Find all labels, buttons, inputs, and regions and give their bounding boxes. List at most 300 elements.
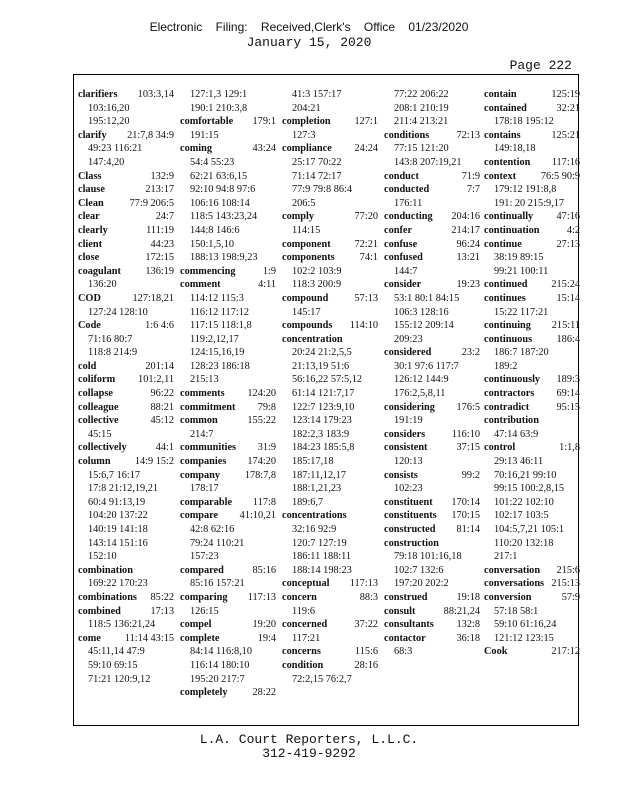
- index-ref: 204:21: [292, 102, 321, 114]
- index-ref: 208:1 210:19: [394, 102, 449, 114]
- index-line: [384, 537, 480, 551]
- index-column: [484, 88, 580, 659]
- index-line: [384, 224, 480, 238]
- index-ref: 81:14: [456, 524, 480, 535]
- index-ref: 128:23 186:18: [190, 360, 250, 372]
- index-line: [384, 401, 480, 415]
- index-headword: consider: [384, 279, 422, 291]
- index-ref: 190:1 210:3,8: [190, 102, 248, 114]
- index-line: [384, 523, 480, 537]
- index-ref: 62:21 63:6,15: [190, 170, 248, 182]
- index-ref: 126:12 144:9: [394, 374, 449, 386]
- index-headword: conversations: [484, 578, 545, 590]
- index-entry: [78, 401, 174, 415]
- index-ref: 57:13: [354, 292, 378, 304]
- index-headword: consists: [384, 469, 418, 481]
- index-ref: 215:6: [556, 564, 580, 576]
- index-entry: [384, 401, 480, 428]
- index-ref: 99:21 100:11: [494, 265, 549, 277]
- index-ref: 215:13: [551, 578, 580, 590]
- index-ref: 88:3: [359, 591, 378, 603]
- index-entry: [484, 210, 580, 224]
- index-headword: Cook: [484, 646, 508, 658]
- index-line: [78, 88, 174, 102]
- index-ref: 59:10 69:15: [88, 659, 138, 671]
- index-ref: 79:18 101:16,18: [394, 551, 462, 563]
- index-headword: constituents: [384, 510, 437, 522]
- index-entry: [180, 441, 276, 455]
- index-line: [78, 455, 174, 469]
- index-ref: 172:15: [145, 252, 174, 264]
- index-ref: 21:13,19 51:6: [292, 360, 350, 372]
- index-ref: 32:16 92:9: [292, 524, 337, 535]
- index-line: [384, 428, 480, 442]
- index-ref: 117:21: [292, 632, 321, 644]
- index-line: [282, 115, 378, 129]
- index-ref: 116:12 117:12: [190, 306, 250, 318]
- index-line: [180, 564, 276, 578]
- index-ref: 150:1,5,10: [190, 238, 235, 250]
- index-ref: 21:7,8 34:9: [127, 129, 174, 141]
- index-entry: [384, 441, 480, 468]
- index-ref: 206:5: [292, 197, 316, 209]
- index-entry: [78, 564, 174, 591]
- index-line: [384, 251, 480, 265]
- index-ref: 147:4,20: [88, 156, 125, 168]
- index-headword: contention: [484, 156, 531, 168]
- index-ref: 77:9 206:5: [129, 197, 174, 209]
- index-headword: conditions: [384, 129, 430, 141]
- index-ref: 68:3: [394, 646, 413, 658]
- index-entry: [484, 278, 580, 292]
- index-headword: client: [78, 238, 103, 250]
- index-headword: concentration: [282, 333, 343, 345]
- index-headword: clarify: [78, 129, 107, 141]
- index-headword: close: [78, 252, 100, 264]
- index-headword: continues: [484, 292, 526, 304]
- index-headword: Clean: [78, 197, 104, 209]
- index-entry: [180, 278, 276, 387]
- index-line: [180, 591, 276, 605]
- index-headword: compound: [282, 292, 329, 304]
- index-ref: 103:16,20: [88, 102, 130, 114]
- index-ref: 191:19: [394, 415, 423, 427]
- index-entry: [282, 238, 378, 252]
- index-line: [484, 441, 580, 455]
- index-headword: consultants: [384, 619, 434, 631]
- index-headword: control: [484, 442, 516, 454]
- index-ref: 127:24 128:10: [88, 306, 148, 318]
- index-line: [384, 238, 480, 252]
- index-line: [484, 373, 580, 387]
- index-ref: 45:15: [88, 428, 112, 440]
- index-ref: 143:8 207:19,21: [394, 156, 462, 168]
- index-ref: 30:1 97:6 117:7: [394, 360, 459, 372]
- index-entry-continuation: [282, 88, 378, 115]
- index-entry: [384, 632, 480, 659]
- index-entry: [384, 278, 480, 346]
- index-ref: 195:20 217:7: [190, 673, 245, 685]
- index-line: [282, 645, 378, 659]
- index-ref: 4:11: [258, 279, 276, 291]
- index-ref: 115:6: [354, 646, 378, 658]
- index-entry: [384, 238, 480, 252]
- index-line: [282, 142, 378, 156]
- index-ref: 188:13 198:9,23: [190, 252, 258, 264]
- index-ref: 152:10: [88, 551, 117, 563]
- index-ref: 197:20 202:2: [394, 578, 449, 590]
- index-ref: 184:23 185:5,8: [292, 442, 355, 454]
- index-headword: combinations: [78, 591, 137, 603]
- index-line: [180, 455, 276, 469]
- index-entry: [78, 414, 174, 441]
- index-headword: commencing: [180, 265, 236, 277]
- index-headword: continuation: [484, 224, 540, 236]
- index-ref: 191: 20 215:9,17: [494, 197, 565, 209]
- filing-line: Electronic Filing: Received,Clerk's Office 01/23/2020: [149, 20, 469, 34]
- index-headword: concerns: [282, 646, 321, 658]
- index-headword: confer: [384, 224, 413, 236]
- index-headword: conversion: [484, 591, 532, 603]
- index-ref: 4:2: [566, 224, 580, 236]
- index-entry: [384, 605, 480, 619]
- index-ref: 99:2: [461, 469, 480, 481]
- index-ref: 114:10: [349, 320, 378, 332]
- index-ref: 117:8: [252, 496, 276, 508]
- index-ref: 102:7 132:6: [394, 564, 444, 576]
- index-ref: 1:1,8: [559, 442, 580, 454]
- index-entry: [180, 142, 276, 264]
- index-entry: [484, 414, 580, 441]
- index-headword: continued: [484, 279, 528, 291]
- index-entry: [282, 591, 378, 618]
- index-entry: [384, 346, 480, 400]
- index-line: [180, 509, 276, 523]
- index-entry: [180, 591, 276, 618]
- index-line: [484, 319, 580, 333]
- index-ref: 88:21,24: [443, 605, 480, 617]
- index-line: [180, 414, 276, 428]
- index-headword: collective: [78, 415, 119, 427]
- index-ref: 31:9: [257, 442, 276, 454]
- footer: [0, 733, 618, 761]
- index-ref: 38:19 89:15: [494, 252, 544, 264]
- index-ref: 176:5: [456, 401, 480, 413]
- index-ref: 17:8 21:12,19,21: [88, 483, 159, 495]
- index-line: [384, 591, 480, 605]
- index-ref: 47:14 63:9: [494, 428, 539, 440]
- filing-stamp: [0, 20, 618, 50]
- index-headword: continuously: [484, 374, 541, 386]
- index-line: [282, 333, 378, 347]
- index-ref: 37:15: [456, 442, 480, 454]
- index-ref: 41:3 157:17: [292, 89, 342, 100]
- index-ref: 155:12 209:14: [394, 320, 454, 332]
- index-ref: 15:6,7 16:17: [88, 469, 141, 481]
- index-ref: 217:1: [494, 551, 518, 563]
- index-headword: clear: [78, 211, 100, 223]
- reporter-phone: 312-419-9292: [262, 746, 356, 761]
- index-ref: 19:20: [252, 619, 276, 631]
- index-line: [484, 401, 580, 415]
- index-headword: COD: [78, 292, 101, 304]
- index-ref: 42:8 62:16: [190, 524, 235, 535]
- index-ref: 85:16: [252, 564, 276, 576]
- index-entry-continuation: [180, 88, 276, 115]
- index-headword: comply: [282, 211, 315, 223]
- index-headword: continue: [484, 238, 522, 250]
- index-ref: 56:16,22 57:5,12: [292, 374, 363, 386]
- index-frame: [73, 74, 579, 726]
- index-entry: [384, 210, 480, 224]
- index-entry: [78, 292, 174, 319]
- index-headword: company: [180, 469, 221, 481]
- reporter-company: L.A. Court Reporters, L.L.C.: [199, 732, 419, 747]
- index-line: [78, 401, 174, 415]
- index-ref: 101:22 102:10: [494, 496, 554, 508]
- index-ref: 110:20 132:18: [494, 537, 554, 549]
- index-line: [282, 251, 378, 265]
- index-ref: 23:2: [461, 347, 480, 359]
- index-headword: concerned: [282, 619, 328, 631]
- index-ref: 103:3,14: [137, 89, 174, 100]
- index-entry: [282, 659, 378, 686]
- index-entry: [78, 238, 174, 252]
- index-ref: 118:5 143:23,24: [190, 211, 258, 223]
- index-headword: confuse: [384, 238, 418, 250]
- index-line: [282, 292, 378, 306]
- index-line: [180, 265, 276, 279]
- index-line: [180, 387, 276, 401]
- index-ref: 119:2,12,17: [190, 333, 239, 345]
- index-entry: [282, 319, 378, 333]
- index-headword: compliance: [282, 143, 332, 155]
- index-entry: [484, 373, 580, 387]
- index-headword: conceptual: [282, 578, 330, 590]
- index-headword: continuing: [484, 320, 531, 332]
- index-ref: 77:22 206:22: [394, 89, 449, 100]
- index-headword: completion: [282, 116, 331, 128]
- index-ref: 43:24: [252, 143, 276, 155]
- index-ref: 11:14 43:15: [124, 632, 174, 644]
- index-ref: 136:20: [88, 279, 117, 291]
- index-entry: [484, 129, 580, 156]
- index-ref: 96:24: [456, 238, 480, 250]
- index-entry: [180, 455, 276, 469]
- index-headword: compel: [180, 619, 212, 631]
- index-line: [282, 319, 378, 333]
- index-ref: 95:15: [556, 401, 580, 413]
- index-ref: 24:24: [354, 143, 378, 155]
- index-ref: 36:18: [456, 632, 480, 644]
- index-line: [78, 292, 174, 306]
- index-ref: 102:17 103:5: [494, 510, 549, 522]
- index-line: [484, 129, 580, 143]
- index-ref: 116:14 180:10: [190, 659, 250, 671]
- index-entry: [180, 469, 276, 496]
- index-ref: 13:21: [456, 252, 480, 264]
- index-headword: combination: [78, 564, 133, 576]
- index-headword: components: [282, 252, 335, 264]
- index-line: [78, 605, 174, 619]
- index-headword: clarifiers: [78, 89, 118, 100]
- index-ref: 144:7: [394, 265, 418, 277]
- index-entry: [78, 387, 174, 401]
- index-ref: 125:19: [551, 89, 580, 100]
- index-line: [180, 401, 276, 415]
- index-headword: component: [282, 238, 331, 250]
- index-ref: 182:2,3 183:9: [292, 428, 350, 440]
- index-ref: 209:23: [394, 333, 423, 345]
- index-line: [282, 618, 378, 632]
- index-line: [78, 319, 174, 333]
- index-ref: 76:5 90:9: [540, 170, 580, 182]
- index-ref: 45:12: [150, 415, 174, 427]
- index-column: [78, 88, 174, 686]
- index-line: [180, 496, 276, 510]
- index-line: [484, 210, 580, 224]
- index-ref: 59:10 61:16,24: [494, 619, 557, 631]
- index-ref: 49:23 116:21: [88, 143, 143, 155]
- index-ref: 127:1,3 129:1: [190, 89, 248, 100]
- index-ref: 47:16: [556, 211, 580, 223]
- index-entry: [384, 591, 480, 605]
- index-entry: [384, 618, 480, 632]
- index-line: [484, 577, 580, 591]
- index-headword: communities: [180, 442, 237, 454]
- index-headword: complete: [180, 632, 220, 644]
- index-headword: compare: [180, 510, 219, 522]
- index-headword: comparable: [180, 496, 233, 508]
- index-ref: 144:8 146:6: [190, 224, 240, 236]
- index-entry: [78, 170, 174, 184]
- index-ref: 53:1 80:1 84:15: [394, 292, 460, 304]
- index-ref: 124:15,16,19: [190, 347, 245, 359]
- index-line: [282, 659, 378, 673]
- index-entry: [180, 265, 276, 279]
- index-entry: [484, 319, 580, 333]
- index-entry: [384, 496, 480, 510]
- index-headword: Class: [78, 170, 102, 182]
- index-entry: [484, 401, 580, 415]
- index-headword: completely: [180, 687, 228, 699]
- index-headword: comfortable: [180, 116, 234, 128]
- index-ref: 28:16: [354, 659, 378, 671]
- index-entry: [484, 333, 580, 374]
- index-ref: 102:2 103:9: [292, 265, 342, 277]
- index-ref: 85:16 157:21: [190, 578, 245, 590]
- index-ref: 118:3 200:9: [292, 279, 342, 291]
- index-headword: contradict: [484, 401, 530, 413]
- index-headword: continually: [484, 211, 534, 223]
- index-ref: 60:4 91:13,19: [88, 496, 146, 508]
- index-line: [78, 387, 174, 401]
- index-entry: [282, 645, 378, 659]
- index-entry: [384, 428, 480, 442]
- index-ref: 44:23: [150, 238, 174, 250]
- index-ref: 201:14: [145, 360, 174, 372]
- index-ref: 7:7: [466, 184, 480, 196]
- index-column: [282, 88, 378, 686]
- index-ref: 114:15: [292, 224, 321, 236]
- index-ref: 28:22: [252, 687, 276, 699]
- index-entry: [78, 605, 174, 632]
- index-ref: 102:23: [394, 483, 423, 495]
- index-ref: 106:3 128:16: [394, 306, 449, 318]
- index-line: [78, 564, 174, 578]
- index-entry: [484, 387, 580, 401]
- index-ref: 187:11,12,17: [292, 469, 346, 481]
- index-headword: contained: [484, 102, 527, 114]
- index-line: [78, 210, 174, 224]
- index-ref: 155:22: [247, 415, 276, 427]
- index-ref: 37:22: [354, 619, 378, 631]
- index-ref: 186:4: [556, 333, 580, 345]
- index-line: [384, 346, 480, 360]
- index-line: [384, 509, 480, 523]
- index-ref: 124:20: [247, 388, 276, 400]
- index-headword: continuous: [484, 333, 533, 345]
- index-ref: 140:19 141:18: [88, 524, 148, 535]
- index-ref: 123:14 179:23: [292, 415, 352, 427]
- index-entry: [180, 632, 276, 686]
- index-headword: contains: [484, 129, 521, 141]
- index-headword: consult: [384, 605, 416, 617]
- index-ref: 24:7: [155, 211, 174, 223]
- index-line: [484, 645, 580, 659]
- index-ref: 126:15: [190, 605, 219, 617]
- index-line: [78, 632, 174, 646]
- index-headword: constituent: [384, 496, 433, 508]
- index-entry: [180, 686, 276, 700]
- index-line: [384, 618, 480, 632]
- index-entry: [282, 115, 378, 142]
- index-ref: 125:21: [551, 129, 580, 141]
- index-ref: 211:4 213:21: [394, 116, 449, 128]
- index-ref: 145:17: [292, 306, 321, 318]
- index-ref: 104:5,7,21 105:1: [494, 524, 565, 535]
- index-ref: 191:15: [190, 129, 219, 141]
- index-ref: 117:15 118:1,8: [190, 320, 252, 332]
- index-ref: 157:23: [190, 551, 219, 563]
- index-entry: [282, 333, 378, 510]
- index-line: [384, 632, 480, 646]
- index-ref: 71:21 120:9,12: [88, 673, 151, 685]
- index-ref: 25:17 70:22: [292, 156, 342, 168]
- index-ref: 104:20 137:22: [88, 510, 148, 522]
- index-ref: 136:19: [145, 265, 174, 277]
- index-ref: 214:7: [190, 428, 214, 440]
- index-entry: [384, 523, 480, 537]
- index-entry: [78, 251, 174, 265]
- index-ref: 27:13: [556, 238, 580, 250]
- index-ref: 174:20: [247, 456, 276, 468]
- index-line: [78, 373, 174, 387]
- index-line: [78, 414, 174, 428]
- index-headword: coming: [180, 143, 213, 155]
- index-headword: considering: [384, 401, 435, 413]
- index-line: [180, 142, 276, 156]
- index-entry: [180, 564, 276, 591]
- index-ref: 178:17: [190, 483, 219, 495]
- index-ref: 117:13: [349, 578, 378, 590]
- index-ref: 29:13 46:11: [494, 456, 544, 468]
- index-ref: 106:16 108:14: [190, 197, 250, 209]
- index-headword: come: [78, 632, 101, 644]
- index-ref: 217:12: [551, 646, 580, 658]
- index-line: [78, 360, 174, 374]
- index-ref: 117:16: [551, 156, 580, 168]
